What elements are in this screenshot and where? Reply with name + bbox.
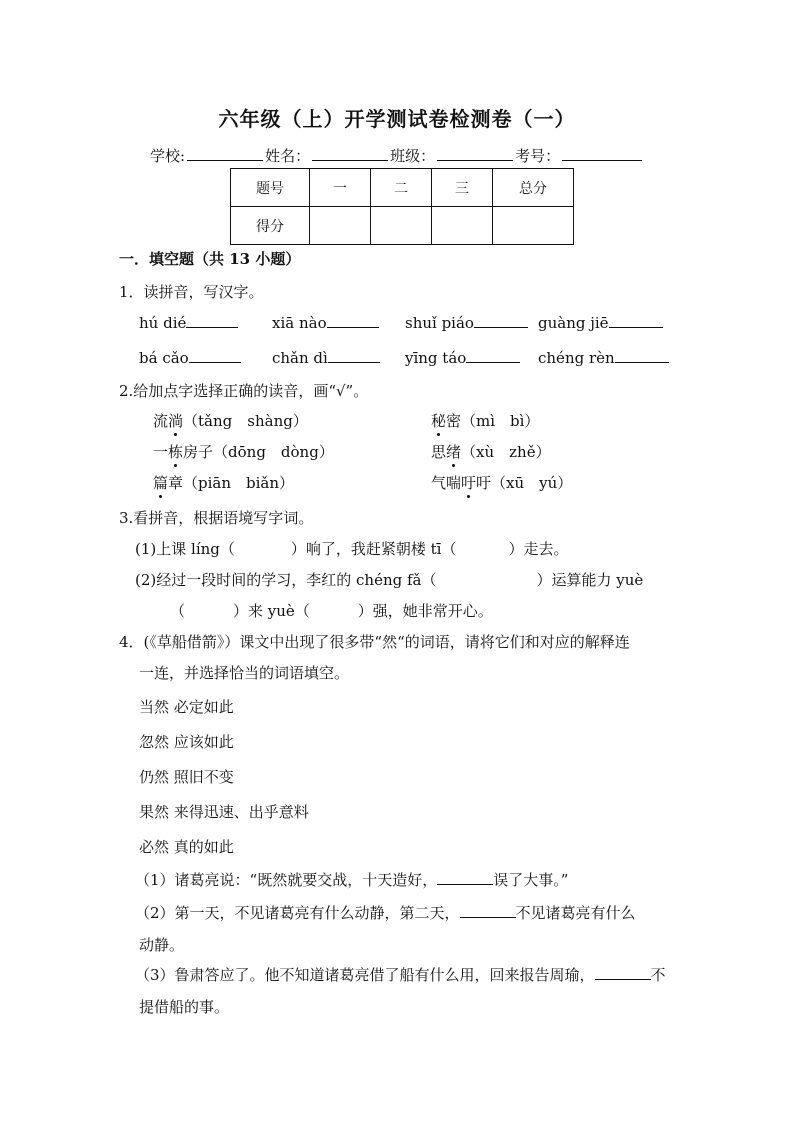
question-2-stem: 2.给加点字选择正确的读音，画“√”。 [119, 382, 369, 400]
question-2-item [431, 441, 551, 462]
dotted-char: 吁 [461, 474, 477, 492]
question-3-stem: 3.看拼音，根据语境写字词。 [119, 509, 314, 527]
word-pair [139, 766, 234, 787]
answer-blank[interactable] [609, 313, 663, 328]
answer-blank[interactable] [474, 313, 528, 328]
dotted-char: 淌 [168, 412, 184, 430]
meaning: 来得迅速、出乎意料 [173, 803, 309, 821]
item-text: 房子（dōng dòng） [183, 443, 334, 461]
score-table-score-row [231, 207, 574, 245]
question-3-sentence-1 [135, 538, 569, 559]
sentence-text: (2)经过一段时间的学习，李红的 chéng fǎ（ [135, 571, 437, 589]
score-cell[interactable] [493, 207, 574, 245]
score-header-cell: 二 [371, 169, 432, 207]
answer-blank[interactable] [615, 348, 669, 363]
score-cell[interactable] [310, 207, 371, 245]
sentence-text: ）强，她非常开心。 [357, 602, 493, 620]
item-text: 一 [153, 443, 169, 461]
student-info-line [150, 145, 644, 166]
dotted-char: 绪 [446, 443, 462, 461]
sentence-text: ）响了，我赶紧朝楼 tī（ [290, 540, 457, 558]
score-cell[interactable] [371, 207, 432, 245]
dotted-char: 栋 [168, 443, 184, 461]
dotted-char: 秘 [431, 412, 447, 430]
meaning: 必定如此 [173, 698, 234, 716]
question-2-item [153, 410, 308, 431]
meaning: 真的如此 [173, 838, 234, 856]
sentence-text: （3）鲁肃答应了。他不知道诸葛亮借了船有什么用，回来报告周瑜， [135, 966, 595, 984]
sentence-text: （ [170, 602, 186, 620]
page-title: 六年级（上）开学测试卷检测卷（一） [218, 107, 576, 131]
sentence-text: ）来 yuè（ [233, 602, 310, 620]
meaning: 应该如此 [173, 733, 234, 751]
word: 仍然 [139, 768, 170, 786]
answer-blank[interactable] [595, 965, 651, 980]
answer-blank[interactable] [437, 870, 493, 885]
word-pair [139, 836, 234, 857]
fill-sentence-3 [135, 964, 666, 985]
sentence-text: （2）第一天，不见诸葛亮有什么动静，第二天， [135, 904, 460, 922]
answer-blank[interactable] [328, 348, 380, 363]
score-header-cell: 题号 [231, 169, 310, 207]
question-1-row-2 [139, 348, 669, 367]
pinyin-prompt: hú dié [139, 314, 187, 332]
item-text: （tǎng shàng） [183, 412, 308, 430]
item-text: 吁（xū yú） [476, 474, 573, 492]
class-blank[interactable] [437, 146, 513, 161]
score-cell[interactable] [432, 207, 493, 245]
score-header-cell: 总分 [493, 169, 574, 207]
score-table [230, 168, 574, 245]
answer-blank[interactable] [466, 348, 520, 363]
school-blank[interactable] [187, 146, 263, 161]
word: 果然 [139, 803, 170, 821]
question-4-stem: 4．(《草船借箭》）课文中出现了很多带“然“的词语，请将它们和对应的解释连 [119, 633, 630, 651]
fill-sentence-3-cont: 提借船的事。 [139, 998, 230, 1016]
item-text: 密（mì bì） [446, 412, 540, 430]
pinyin-prompt: chǎn dì [272, 349, 328, 367]
item-text: （xù zhě） [461, 443, 551, 461]
fill-sentence-2 [135, 902, 636, 923]
answer-blank[interactable] [460, 903, 516, 918]
word-pair [139, 731, 234, 752]
name-label: 姓名： [265, 147, 311, 165]
item-text: 流 [153, 412, 169, 430]
sentence-text: （1）诸葛亮说：“既然就要交战，十天造好， [135, 871, 438, 889]
question-3-sentence-2 [135, 569, 643, 590]
fill-sentence-1 [135, 869, 568, 890]
word: 当然 [139, 698, 170, 716]
sentence-text: ）运算能力 yuè [536, 571, 644, 589]
score-header-cell: 三 [432, 169, 493, 207]
class-label: 班级： [390, 147, 436, 165]
sentence-text: (1)上课 líng（ [135, 540, 235, 558]
pinyin-prompt: guàng jiē [538, 314, 609, 332]
question-2-item [153, 472, 294, 493]
score-table-header-row [231, 169, 574, 207]
pinyin-prompt: xiā nào [272, 314, 327, 332]
word-pair [139, 696, 234, 717]
pinyin-prompt: shuǐ piáo [405, 314, 474, 332]
answer-blank[interactable] [189, 348, 241, 363]
question-1-row-1 [139, 313, 663, 332]
pinyin-prompt: yīng táo [405, 349, 467, 367]
score-row-label: 得分 [231, 207, 310, 245]
dotted-char: 篇 [153, 474, 169, 492]
pinyin-prompt: chéng rèn [538, 349, 615, 367]
question-4-stem-cont: 一连，并选择恰当的词语填空。 [139, 664, 350, 682]
answer-blank[interactable] [186, 313, 238, 328]
item-text: 气喘 [431, 474, 462, 492]
answer-blank[interactable] [327, 313, 379, 328]
sentence-text: ）走去。 [508, 540, 569, 558]
exam-no-blank[interactable] [562, 146, 642, 161]
question-1-stem: 1．读拼音，写汉字。 [119, 283, 264, 301]
word: 必然 [139, 838, 170, 856]
question-2-item [431, 472, 572, 493]
section-heading: 一．填空题（共 13 小题） [119, 250, 301, 268]
item-text: 思 [431, 443, 447, 461]
score-header-cell: 一 [310, 169, 371, 207]
school-label: 学校: [150, 147, 186, 165]
meaning: 照旧不变 [173, 768, 234, 786]
name-blank[interactable] [312, 146, 388, 161]
fill-sentence-2-cont: 动静。 [139, 936, 185, 954]
word-pair [139, 801, 309, 822]
pinyin-prompt: bá cǎo [139, 349, 189, 367]
sentence-text: 不 [650, 966, 666, 984]
sentence-text: 误了大事。” [493, 871, 569, 889]
word: 忽然 [139, 733, 170, 751]
question-2-item [153, 441, 334, 462]
question-2-item [431, 410, 539, 431]
question-3-sentence-2-cont [170, 600, 493, 621]
exam-no-label: 考号： [515, 147, 561, 165]
item-text: 章（piān biǎn） [168, 474, 295, 492]
sentence-text: 不见诸葛亮有什么 [515, 904, 636, 922]
